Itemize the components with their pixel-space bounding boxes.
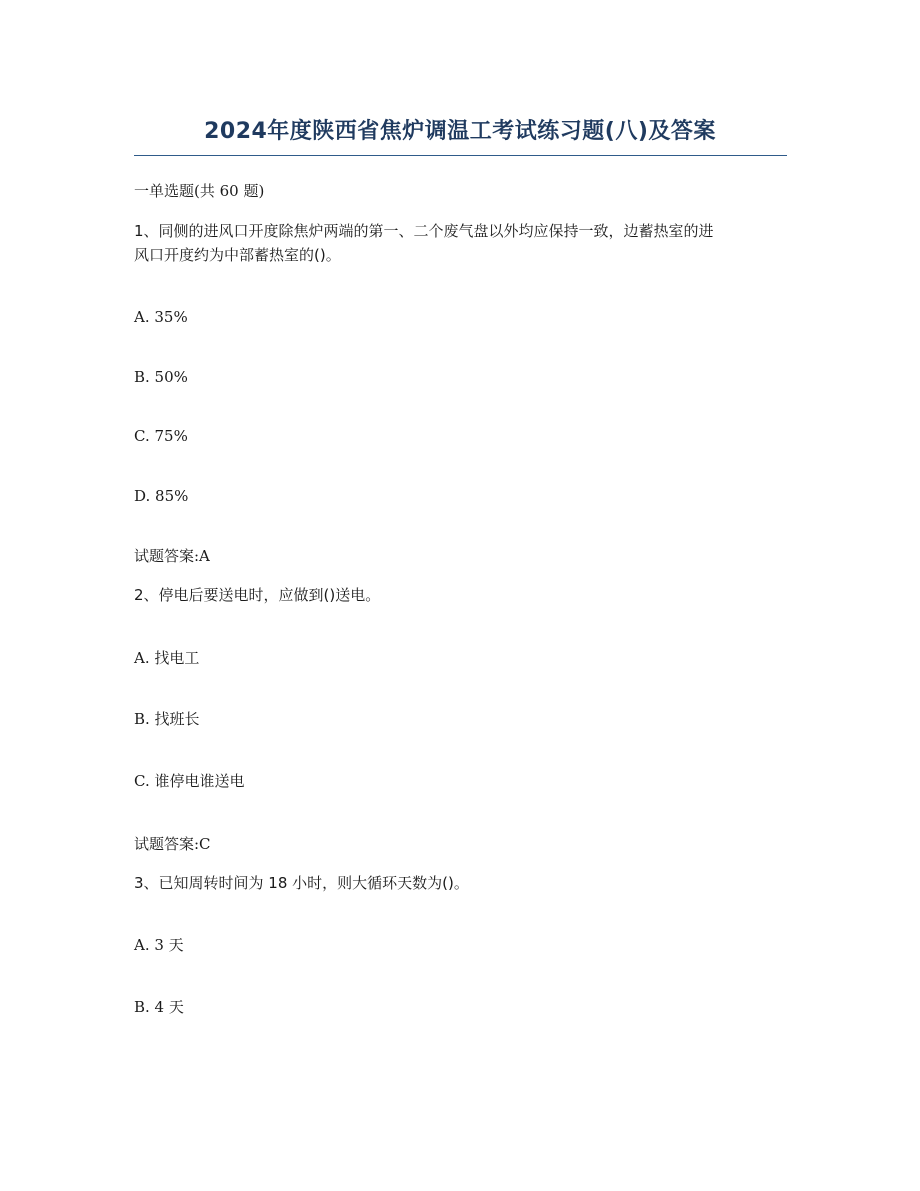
question-2-option-c: C. 谁停电谁送电: [134, 772, 245, 790]
section-header: 一单选题(共 60 题): [134, 182, 265, 200]
question-1-option-c: C. 75%: [134, 427, 188, 445]
question-1-option-d: D. 85%: [134, 487, 189, 505]
question-3-text: 3、已知周转时间为 18 小时，则大循环天数为()。: [134, 874, 469, 892]
question-1-option-b: B. 50%: [134, 368, 188, 386]
question-1-option-a: A. 35%: [134, 308, 188, 326]
question-1-text-line-1: 1、同侧的进风口开度除焦炉两端的第一、二个废气盘以外均应保持一致，边蓄热室的进: [134, 222, 714, 240]
question-2-answer: 试题答案:C: [134, 835, 211, 853]
question-1-text-line-2: 风口开度约为中部蓄热室的()。: [134, 246, 341, 264]
question-3-option-a: A. 3 天: [134, 936, 184, 954]
question-2-option-a: A. 找电工: [134, 649, 200, 667]
question-2-text: 2、停电后要送电时，应做到()送电。: [134, 586, 381, 604]
question-3-option-b: B. 4 天: [134, 998, 184, 1016]
question-1-answer: 试题答案:A: [134, 547, 210, 565]
title-underline: [134, 155, 787, 156]
question-2-option-b: B. 找班长: [134, 710, 200, 728]
document-title: 2024年度陕西省焦炉调温工考试练习题(八)及答案: [204, 119, 716, 144]
